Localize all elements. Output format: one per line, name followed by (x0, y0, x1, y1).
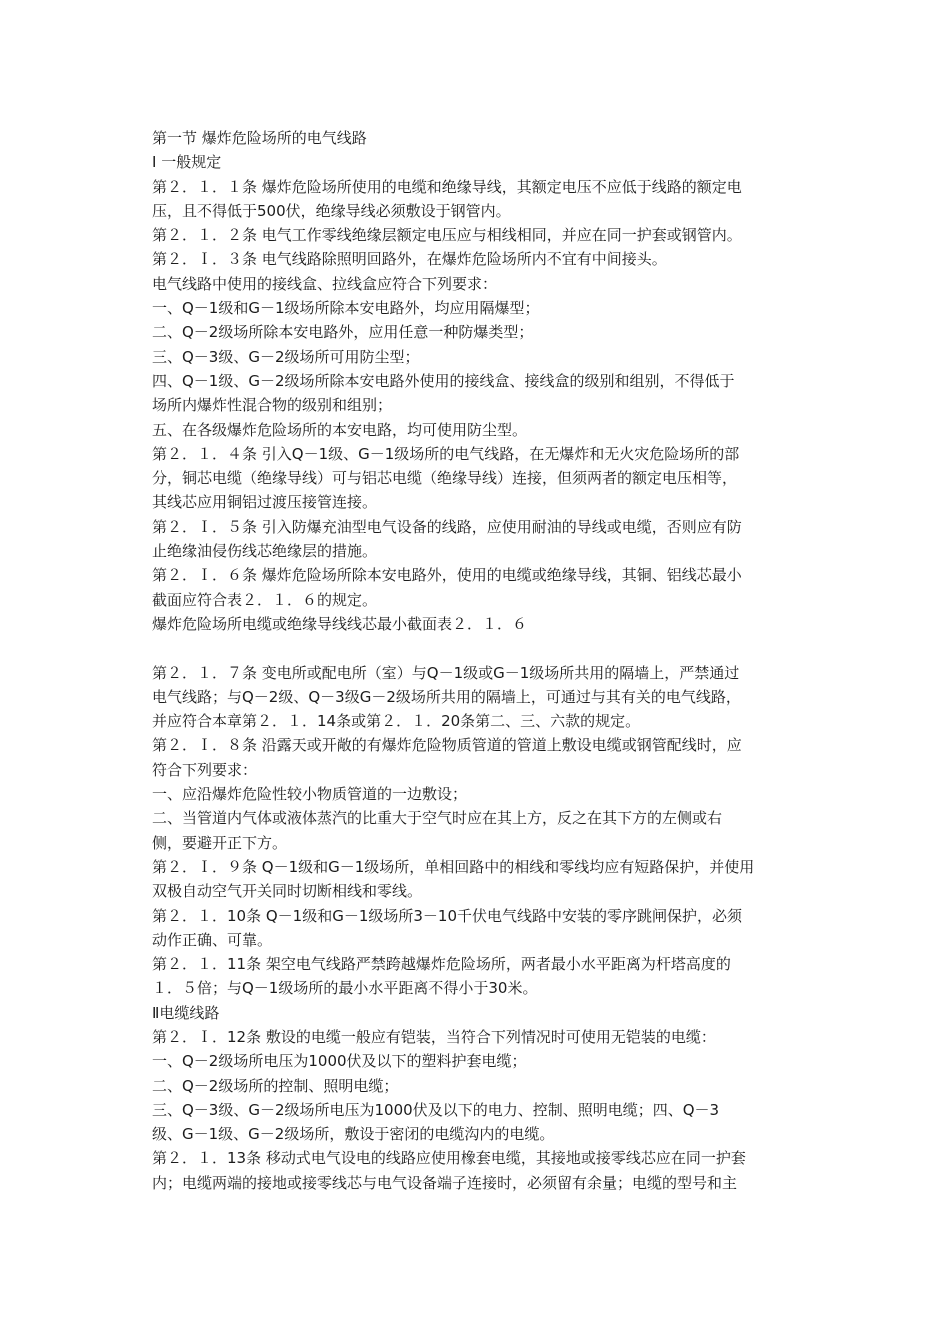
text-line: 电气线路中使用的接线盒、拉线盒应符合下列要求： (152, 274, 498, 293)
text-line: 五、在各级爆炸危险场所的本安电路，均可使用防尘型。 (152, 420, 528, 439)
text-line: 第２．１．13条 移动式电气设电的线路应使用橡套电缆，其接地或接零线芯应在同一护套 (152, 1149, 746, 1168)
text-line: 二、当管道内气体或液体蒸汽的比重大于空气时应在其上方，反之在其下方的左侧或右 (152, 809, 723, 828)
text-line: 四、Q－1级、G－2级场所除本安电路外使用的接线盒、接线盒的级别和组别，不得低于 (152, 371, 735, 390)
text-line: 第２．１．２条 电气工作零线绝缘层额定电压应与相线相同，并应在同一护套或钢管内。 (152, 226, 742, 245)
text-line: 第２．１．１条 爆炸危险场所使用的电缆和绝缘导线，其额定电压不应低于线路的额定电 (152, 177, 742, 196)
text-line: 其线芯应用铜铝过渡压接管连接。 (152, 493, 378, 512)
text-line: 截面应符合表２．１．６的规定。 (152, 590, 378, 609)
text-line: 三、Q－3级、G－2级场所电压为1000伏及以下的电力、控制、照明电缆；四、Q－3 (152, 1100, 720, 1119)
text-line: 第２．１．11条 架空电气线路严禁跨越爆炸危险场所，两者最小水平距离为杆塔高度的 (152, 955, 731, 974)
section-title: 第一节 爆炸危险场所的电气线路 (152, 129, 367, 147)
text-line: 二、Q－2级场所除本安电路外，应用任意一种防爆类型； (152, 323, 534, 342)
text-line: 第２．Ｉ．５条 引入防爆充油型电气设备的线路，应使用耐油的导线或电缆，否则应有防 (152, 517, 742, 536)
text-line: 三、Q－3级、G－2级场所可用防尘型； (152, 347, 420, 366)
text-line: 第２．Ｉ．８条 沿露天或开敞的有爆炸危险物质管道的管道上敷设电缆或钢管配线时，应 (152, 736, 742, 755)
blank-line (152, 636, 812, 660)
text-line: 动作正确、可靠。 (152, 930, 273, 949)
text-line: 第２．Ｉ．６条 爆炸危险场所除本安电路外，使用的电缆或绝缘导线，其铜、铝线芯最小 (152, 566, 742, 585)
subsection-heading-cable: Ⅱ电缆线路 (152, 1003, 220, 1022)
text-line: 侧，要避开正下方。 (152, 833, 288, 852)
document-body (152, 126, 812, 1195)
text-line: 第２．１．４条 引入Q－1级、G－1级场所的电气线路，在无爆炸和无火灾危险场所的部 (152, 444, 740, 463)
text-line: 第２．Ｉ．３条 电气线路除照明回路外，在爆炸危险场所内不宜有中间接头。 (152, 250, 667, 269)
text-line: 压，且不得低于500伏，绝缘导线必须敷设于钢管内。 (152, 201, 511, 220)
text-line: 止绝缘油侵伤线芯绝缘层的措施。 (152, 542, 378, 561)
text-line: 第２．１．10条 Q－1级和G－1级场所3－10千伏电气线路中安装的零序跳闸保护，必须 (152, 906, 743, 925)
text-line: 电气线路；与Q－2级、Q－3级G－2级场所共用的隔墙上，可通过与其有关的电气线路， (152, 687, 741, 706)
table-caption: 爆炸危险场所电缆或绝缘导线线芯最小截面表２．１．６ (152, 614, 528, 633)
text-line: 第２．１．７条 变电所或配电所（室）与Q－1级或G－1级场所共用的隔墙上，严禁通过 (152, 663, 740, 682)
text-line: 一、应沿爆炸危险性较小物质管道的一边敷设； (152, 785, 468, 804)
text-line: 并应符合本章第２．１．14条或第２．１．20条第二、三、六款的规定。 (152, 712, 641, 731)
text-line: 分，铜芯电缆（绝缘导线）可与铝芯电缆（绝缘导线）连接，但须两者的额定电压相等， (152, 469, 738, 488)
text-line: 双极自动空气开关同时切断相线和零线。 (152, 882, 423, 901)
text-line: 一、Q－1级和G－1级场所除本安电路外，均应用隔爆型； (152, 299, 540, 318)
text-line: 场所内爆炸性混合物的级别和组别； (152, 396, 393, 415)
text-line: 级、G－1级、G－2级场所，敷设于密闭的电缆沟内的电缆。 (152, 1125, 555, 1144)
text-line: 一、Q－2级场所电压为1000伏及以下的塑料护套电缆； (152, 1052, 527, 1071)
text-line: 第２．Ｉ．９条 Q－1级和G－1级场所，单相回路中的相线和零线均应有短路保护，并使用 (152, 857, 755, 876)
text-line: 第２．Ｉ．12条 敷设的电缆一般应有铠装，当符合下列情况时可使用无铠装的电缆： (152, 1027, 716, 1046)
text-line: 二、Q－2级场所的控制、照明电缆； (152, 1076, 399, 1095)
subsection-heading-general: Ⅰ 一般规定 (152, 153, 222, 172)
text-line: １．５倍；与Q－1级场所的最小水平距离不得小于30米。 (152, 979, 538, 998)
text-line: 内；电缆两端的接地或接零线芯与电气设备端子连接时，必须留有余量；电缆的型号和主 (152, 1173, 738, 1192)
text-line: 符合下列要求： (152, 760, 258, 779)
